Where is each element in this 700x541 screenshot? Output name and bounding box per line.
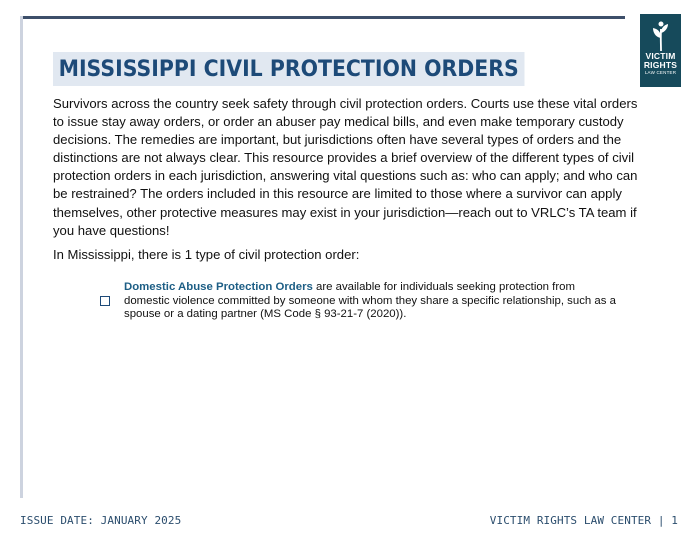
logo-line-2: RIGHTS <box>643 60 678 70</box>
checkbox[interactable] <box>100 296 110 306</box>
issue-date: ISSUE DATE: JANUARY 2025 <box>20 514 182 527</box>
logo-line-3: LAW CENTER <box>644 70 677 75</box>
page-title: MISSISSIPPI CIVIL PROTECTION ORDERS <box>53 52 524 86</box>
left-margin-rule <box>20 16 23 498</box>
top-rule <box>20 16 625 19</box>
sprout-icon <box>650 20 672 52</box>
footer-org-page: VICTIM RIGHTS LAW CENTER | 1 <box>489 514 678 527</box>
order-description <box>124 281 620 322</box>
logo-line-1: VICTIM <box>645 51 676 61</box>
vrlc-logo <box>640 14 681 87</box>
order-description-text: are available for individuals seeking protection from domestic violence committed by someone with whom they share a specific relationship, such as a spouse or a dating partner (MS Code § 93-21-7 (2020)). <box>124 281 616 321</box>
order-name-link[interactable]: Domestic Abuse Protection Orders <box>124 281 313 293</box>
intro-paragraph: Survivors across the country seek safety through civil protection orders. Courts use these vital orders to issue stay away orders, or order an abuser pay medical bills, and even make temporary custody decisions. The remedies are important, but jurisdictions often have several types of orders and the distinctions are not always clear. This resource provides a brief overview of the different types of civil protection orders in each jurisdiction, answering vital questions such as: who can apply; and who can be restrained? The orders included in this resource are limited to those where a survivor can apply themselves, other protective measures may exist in your jurisdiction—reach out to VRLC’s TA team if you have questions! <box>53 96 638 238</box>
order-types-statement: In Mississippi, there is 1 type of civil protection order: <box>53 247 360 262</box>
